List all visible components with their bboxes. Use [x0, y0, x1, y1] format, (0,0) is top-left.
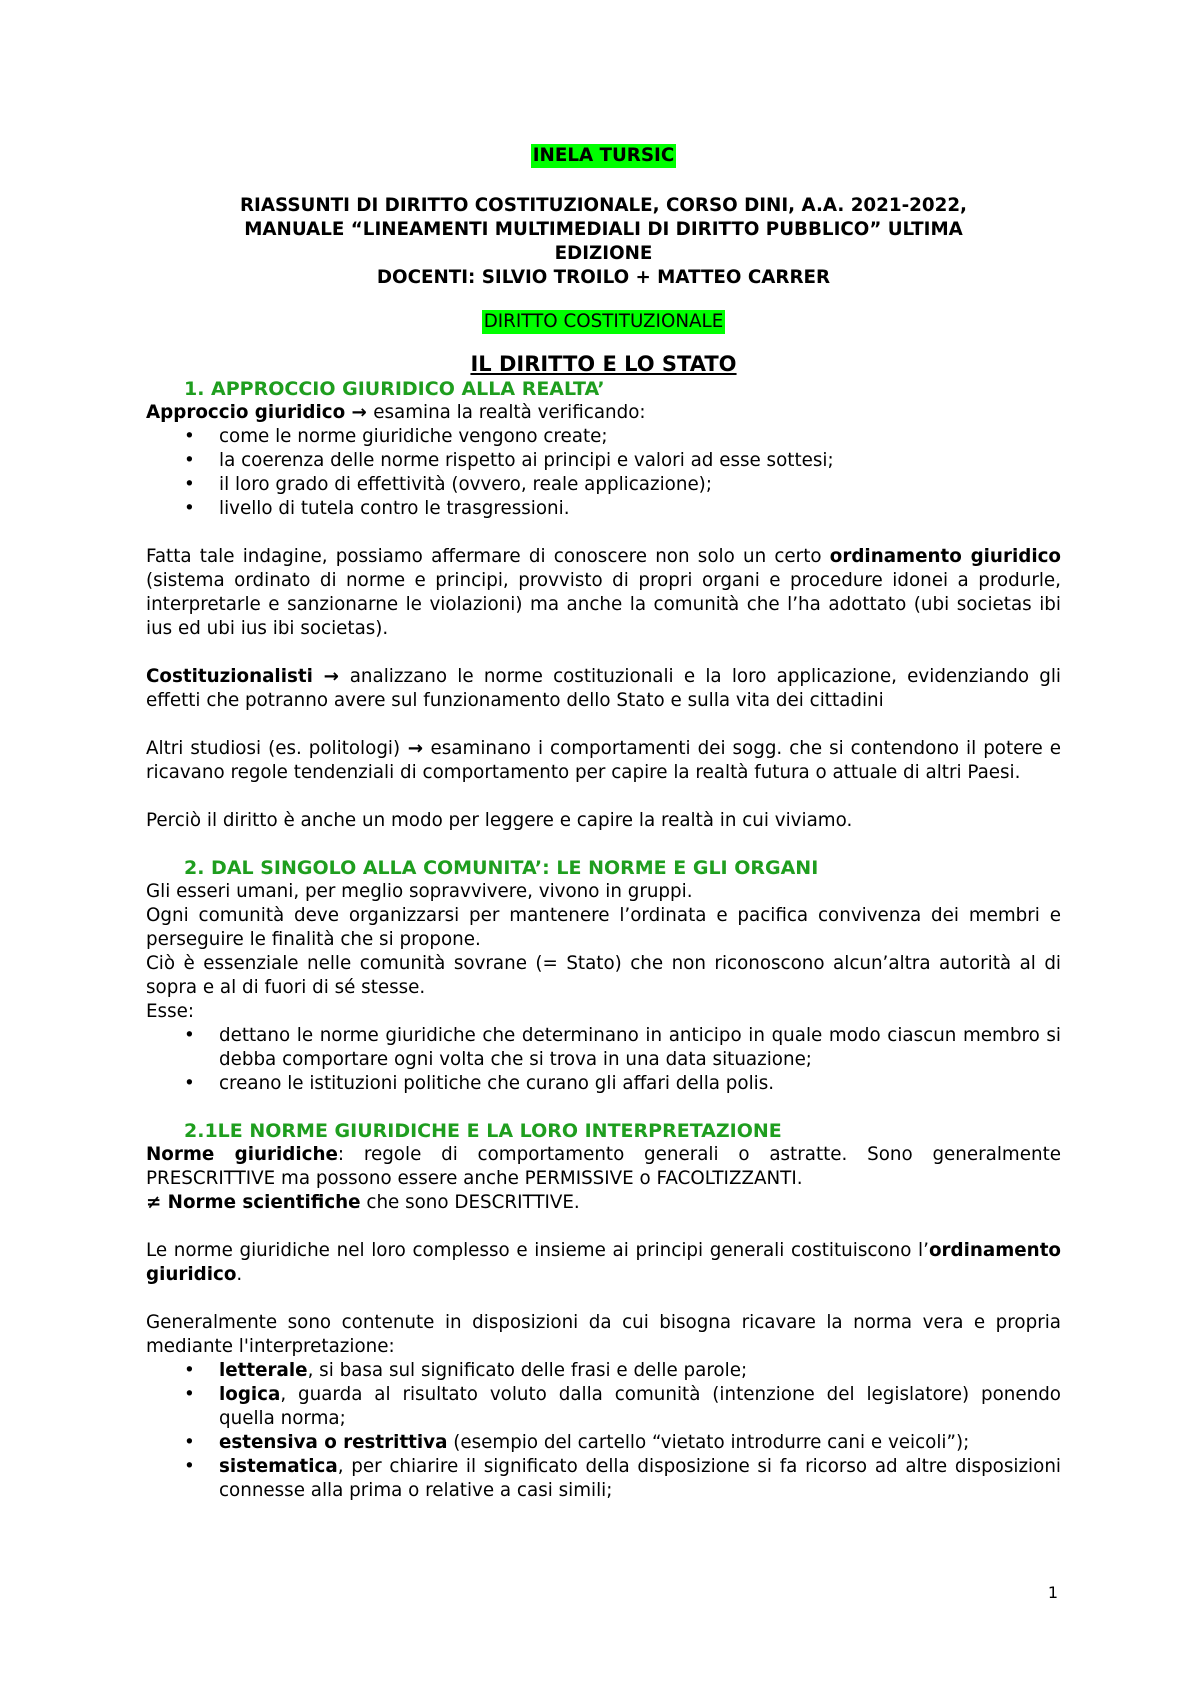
section-heading-1: 1. APPROCCIO GIURIDICO ALLA REALTA’: [184, 378, 605, 400]
bullet-icon: •: [184, 426, 195, 447]
title-line: MANUALE “LINEAMENTI MULTIMEDIALI DI DIRITTO PUBBLICO” ULTIMA: [244, 219, 963, 240]
list-item: • la coerenza delle norme rispetto ai principi e valori ad esse sottesi;: [184, 450, 834, 471]
paragraph: Fatta tale indagine, possiamo affermare di conoscere non solo un certo ordinamento giuridico (sistema ordinato di norme e principi, provvisto di propri organi e procedure idonei a produrle, interpretarle e sanzionarne le violazioni) ma anche la comunità che l’ha adottato (ubi societas ibi ius ed ubi ius ibi societas).: [146, 546, 1061, 639]
bullet-icon: •: [184, 1360, 195, 1381]
list-item: • logica, guarda al risultato voluto dalla comunità (intenzione del legislatore) ponendo quella norma;: [184, 1384, 1061, 1429]
list-item: • creano le istituzioni politiche che curano gli affari della polis.: [184, 1073, 775, 1094]
interpretation-list: [146, 1359, 1061, 1503]
arrow-icon: →: [400, 738, 431, 759]
paragraph: Norme giuridiche: regole di comportamento generali o astratte. Sono generalmente PRESCRITTIVE ma possono essere anche PERMISSIVE o FACOLTIZZANTI.: [146, 1144, 1061, 1189]
list-item: • come le norme giuridiche vengono create;: [184, 426, 608, 447]
paragraph: ≠ Norme scientifiche che sono DESCRITTIVE.: [146, 1192, 580, 1213]
paragraph: Perciò il diritto è anche un modo per leggere e capire la realtà in cui viviamo.: [146, 810, 853, 831]
section-heading-2: 2. DAL SINGOLO ALLA COMUNITA’: LE NORME E GLI ORGANI: [184, 857, 819, 879]
bullet-icon: •: [184, 1025, 195, 1046]
title-line: DOCENTI: SILVIO TROILO + MATTEO CARRER: [376, 267, 831, 288]
title-line: RIASSUNTI DI DIRITTO COSTITUZIONALE, CORSO DINI, A.A. 2021-2022,: [239, 195, 967, 216]
functions-list: [146, 1024, 1061, 1096]
page-number: 1: [1047, 1583, 1058, 1602]
bullet-icon: •: [184, 1384, 195, 1405]
paragraph: Le norme giuridiche nel loro complesso e insieme ai principi generali costituiscono l’ordinamento giuridico.: [146, 1240, 1061, 1285]
list-item: • letterale, si basa sul significato delle frasi e delle parole;: [184, 1360, 748, 1381]
author-line: [146, 144, 1061, 168]
subject-line: [146, 310, 1061, 334]
bullet-icon: •: [184, 498, 195, 519]
paragraph: Ogni comunità deve organizzarsi per mantenere l’ordinata e pacifica convivenza dei membri e perseguire le finalità che si propone.: [146, 905, 1061, 950]
criteria-list: [146, 425, 1061, 521]
list-item: • livello di tutela contro le trasgressioni.: [184, 498, 570, 519]
subject-name: DIRITTO COSTITUZIONALE: [483, 311, 724, 332]
lead-paragraph: Approccio giuridico → esamina la realtà verificando:: [146, 402, 646, 423]
chapter-title: IL DIRITTO E LO STATO: [470, 352, 737, 376]
paragraph: Esse:: [146, 1001, 195, 1022]
paragraph: Ciò è essenziale nelle comunità sovrane (= Stato) che non riconoscono alcun’altra autorità al di sopra e al di fuori di sé stesse.: [146, 953, 1061, 998]
section-heading-2-1: 2.1LE NORME GIURIDICHE E LA LORO INTERPRETAZIONE: [184, 1120, 782, 1142]
document-body: [146, 144, 1061, 1503]
paragraph: Altri studiosi (es. politologi) → esaminano i comportamenti dei sogg. che si contendono il potere e ricavano regole tendenziali di comportamento per capire la realtà futura o attuale di altri Paesi.: [146, 738, 1061, 783]
bullet-icon: •: [184, 474, 195, 495]
paragraph: Generalmente sono contenute in disposizioni da cui bisogna ricavare la norma vera e propria mediante l'interpretazione:: [146, 1312, 1061, 1357]
list-item: • il loro grado di effettività (ovvero, reale applicazione);: [184, 474, 712, 495]
arrow-icon: →: [345, 402, 374, 423]
author-name: INELA TURSIC: [532, 145, 675, 166]
paragraph: Gli esseri umani, per meglio sopravvivere, vivono in gruppi.: [146, 881, 693, 902]
document-title: [146, 194, 1061, 290]
list-item: • dettano le norme giuridiche che determinano in anticipo in quale modo ciascun membro si debba comportare ogni volta che si trova in una data situazione;: [184, 1025, 1061, 1070]
arrow-icon: →: [312, 666, 350, 687]
list-item: • estensiva o restrittiva (esempio del cartello “vietato introdurre cani e veicoli”);: [184, 1432, 970, 1453]
bullet-icon: •: [184, 1432, 195, 1453]
title-line: EDIZIONE: [554, 243, 653, 264]
bullet-icon: •: [184, 1456, 195, 1477]
paragraph: Costituzionalisti → analizzano le norme costituzionali e la loro applicazione, evidenziando gli effetti che potranno avere sul funzionamento dello Stato e sulla vita dei cittadini: [146, 666, 1061, 711]
bullet-icon: •: [184, 450, 195, 471]
list-item: • sistematica, per chiarire il significato della disposizione si fa ricorso ad altre disposizioni connesse alla prima o relative a casi simili;: [184, 1456, 1061, 1501]
bullet-icon: •: [184, 1073, 195, 1094]
